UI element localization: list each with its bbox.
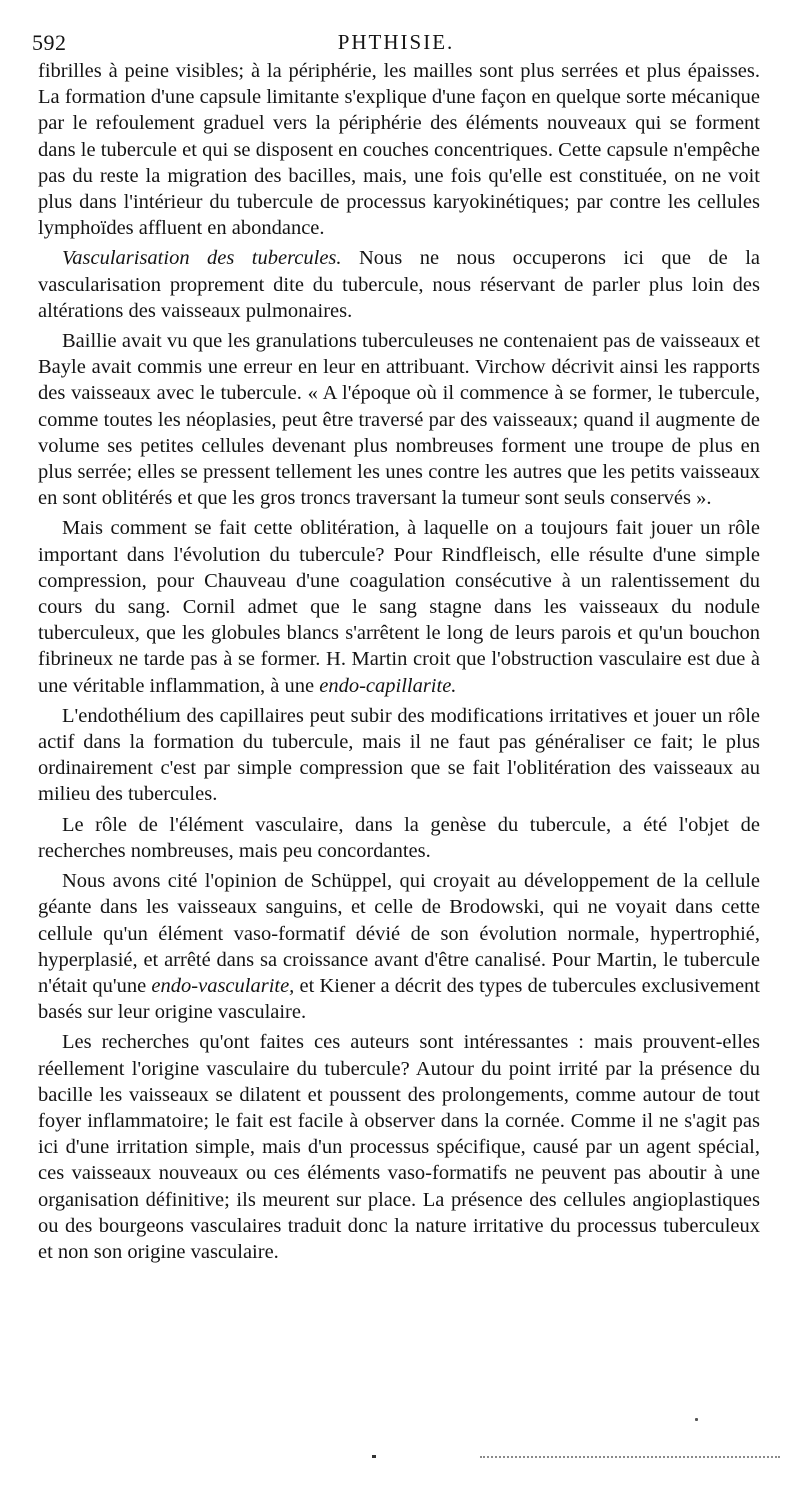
paragraph-endothelium bbox=[38, 703, 760, 808]
paragraph-obliteration bbox=[38, 515, 760, 698]
paragraph-capsule-continuation bbox=[38, 58, 760, 241]
paragraph-schuppel bbox=[38, 868, 760, 1025]
paragraph-text: fibrilles à peine visibles; à la périphérie, les mailles sont plus serrées et plus épaisses. La formation d'une capsule limitante s'explique d'une façon en quelque sorte mécanique par le refoulement graduel vers la périphérie des éléments nouveaux qui se forment dans le tubercule et qui se disposent en couches concentriques. Cette capsule n'empêche pas du reste la migration des bacilles, mais, une fois qu'elle est constituée, on ne voit plus dans l'intérieur du tubercule de processus karyokinétiques; par contre les cellules lymphoïdes affluent en abondance. bbox=[38, 60, 760, 240]
print-mark bbox=[372, 1455, 376, 1458]
page-number: 592 bbox=[32, 30, 67, 55]
paragraph-text: Nous avons cité l'opinion de Schüppel, qui croyait au développement de la cellule géante dans les vaisseaux sanguins, et celle de Brodowski, qui ne voyait dans cette cellule qu'un élément vaso-formatif dévié de son évolution normale, hypertrophié, hyperplasié, et arrêté dans sa croissance avant d'être canalisé. Pour Martin, le tubercule n'était qu'une bbox=[38, 870, 760, 997]
paragraph-text: Mais comment se fait cette oblitération, à laquelle on a toujours fait jouer un rôle important dans l'évolution du tubercule? Pour Rindfleisch, elle résulte d'une simple compression, pour Chauveau d'une coagulation consécutive à un ralentissement du cours du sang. Cornil admet que le sang stagne dans les vaisseaux du nodule tuberculeux, que les globules blancs s'arrêtent le long de leurs parois et qu'un bouchon fibrineux ne tarde pas à se former. H. Martin croit que l'obstruction vasculaire est due à une véritable inflammation, à une bbox=[38, 517, 760, 697]
paragraph-baillie bbox=[38, 328, 760, 511]
paragraph-text: Le rôle de l'élément vasculaire, dans la genèse du tubercule, a été l'objet de recherches nombreuses, mais peu concordantes. bbox=[38, 813, 760, 862]
paragraph-recherches bbox=[38, 1029, 760, 1265]
paragraph-text: et Kiener a décrit des types de tubercules exclusivement basés sur leur origine vasculaire. bbox=[38, 974, 760, 1024]
paragraph-vascularisation bbox=[38, 245, 760, 324]
paragraph-text: Baillie avait vu que les granulations tuberculeuses ne contenaient pas de vaisseaux et Bayle avait commis une erreur en leur en attribuant. Virchow décrivit ainsi les rapports des vaisseaux avec le tubercule. « A l'époque où il commence à se former, le tubercule, comme toutes les néoplasies, peut être traversé par des vaisseaux; quand il augmente de volume ses petites cellules devenant plus nombreuses forment une troupe de plus en plus serrée; elles se pressent tellement les unes contre les autres que les petits vaisseaux en sont oblitérés et que les gros troncs traversant la tumeur sont seuls conservés ». bbox=[38, 330, 760, 510]
paragraph-element-vasculaire bbox=[38, 812, 760, 864]
paragraph-text: L'endothélium des capillaires peut subir des modifications irritatives et jouer un rôle actif dans la formation du tubercule, mais il ne faut pas généraliser ce fait; le plus ordinairement c'est par simple compression que se fait l'oblitération des vaisseaux au milieu des tubercules. bbox=[38, 704, 760, 806]
page-header bbox=[32, 30, 760, 60]
body-text bbox=[38, 58, 760, 1269]
section-heading-vascularisation: Vascularisation des tubercules. bbox=[62, 247, 342, 270]
running-head: PHTHISIE. bbox=[337, 30, 455, 54]
paragraph-text: Nous ne nous occuperons ici que de la vascularisation proprement dite du tubercule, nous réservant de parler plus loin des altérations des vaisseaux pulmonaires. bbox=[38, 247, 760, 322]
print-speck bbox=[695, 1418, 698, 1421]
term-endo-capillarite: endo-capillarite. bbox=[319, 674, 457, 697]
paragraph-text: Les recherches qu'ont faites ces auteurs sont intéressantes : mais prouvent-elles réellement l'origine vasculaire du tubercule? Autour du point irrité par la présence du bacille les vaisseaux se dilatent et poussent des prolongements, comme autour de tout foyer inflammatoire; le fait est facile à observer dans la cornée. Comme il ne s'agit pas ici d'une irritation simple, mais d'un processus spécifique, causé par un agent spécial, ces vaisseaux nouveaux ou ces éléments vaso-formatifs ne peuvent pas aboutir à une organisation définitive; ils meurent sur place. La présence des cellules angioplastiques ou des bourgeons vasculaires traduit donc la nature irritative du processus tuberculeux et non son origine vasculaire. bbox=[38, 1031, 760, 1263]
bleed-through-line bbox=[480, 1456, 780, 1460]
term-endo-vascularite: endo-vascularite, bbox=[151, 974, 295, 997]
